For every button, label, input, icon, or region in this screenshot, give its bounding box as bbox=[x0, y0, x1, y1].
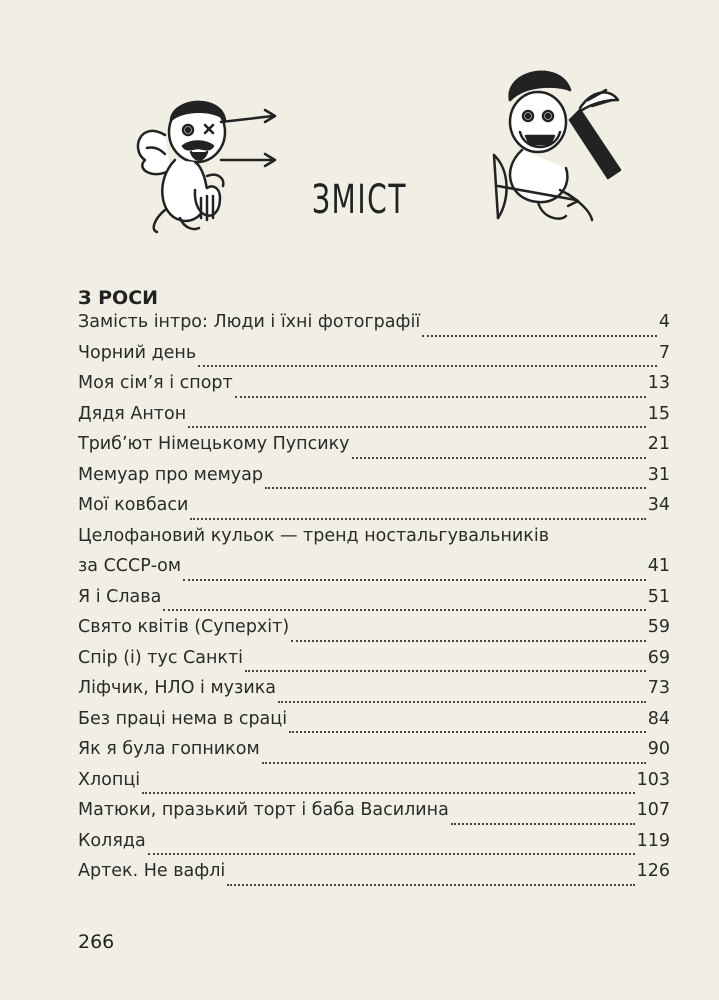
page-title: ЗМІСТ bbox=[311, 176, 408, 223]
toc-entry bbox=[78, 709, 670, 740]
toc-entry-title: Свято квітів (Суперхіт) bbox=[78, 617, 290, 637]
toc-entry-title: Моя сім’я і спорт bbox=[78, 373, 233, 393]
dot-leader bbox=[148, 853, 635, 855]
dot-leader bbox=[198, 365, 657, 367]
toc-entry-page: 41 bbox=[647, 556, 670, 576]
toc-entry-page: 7 bbox=[658, 342, 670, 363]
toc-entry-page: 34 bbox=[647, 495, 670, 515]
toc-entry-title: Матюки, празький торт і баба Василина bbox=[78, 800, 449, 820]
toc-entry bbox=[78, 495, 670, 526]
toc-entry bbox=[78, 587, 670, 618]
toc-entry bbox=[78, 434, 670, 465]
toc-entry bbox=[78, 526, 670, 587]
toc-entry-title: Хлопці bbox=[78, 769, 141, 790]
toc-entry bbox=[78, 678, 670, 709]
toc-entry-title: Коляда bbox=[78, 830, 146, 851]
dot-leader bbox=[142, 792, 634, 794]
toc-entry-page: 103 bbox=[636, 769, 670, 790]
toc-entry-page: 59 bbox=[647, 617, 670, 637]
dot-leader bbox=[188, 426, 646, 428]
toc-entry-title: Без праці нема в сраці bbox=[78, 708, 288, 729]
toc-entry-title: Трибʼют Німецькому Пупсику bbox=[78, 434, 350, 454]
page-number: 266 bbox=[78, 931, 115, 953]
dot-leader bbox=[352, 457, 646, 459]
toc-entry bbox=[78, 770, 670, 801]
toc-entry bbox=[78, 648, 670, 679]
toc-entry-title: Спір (і) тус Санкті bbox=[78, 647, 244, 668]
dot-leader bbox=[451, 823, 635, 825]
toc-entry-title: Як я була гопником bbox=[78, 739, 260, 759]
table-of-contents bbox=[78, 312, 670, 892]
toc-entry-title: Мемуар про мемуар bbox=[78, 464, 263, 485]
dot-leader bbox=[235, 396, 646, 398]
dot-leader bbox=[289, 731, 646, 733]
dot-leader bbox=[190, 518, 645, 520]
toc-entry-page: 73 bbox=[647, 678, 670, 698]
toc-entry-page: 15 bbox=[647, 403, 670, 424]
toc-entry-page: 51 bbox=[647, 586, 670, 607]
dot-leader bbox=[262, 762, 646, 764]
toc-entry-page: 126 bbox=[636, 861, 670, 881]
toc-entry-title-line2: за СССР-ом bbox=[78, 556, 182, 576]
toc-entry bbox=[78, 739, 670, 770]
section-heading: З РОСИ bbox=[78, 287, 159, 309]
toc-entry-page: 119 bbox=[636, 830, 670, 851]
dot-leader bbox=[183, 579, 646, 581]
toc-entry-title-line1: Целофановий кульок — тренд ностальгувальників bbox=[78, 525, 550, 546]
toc-entry-page: 31 bbox=[647, 464, 670, 485]
toc-entry-title: Артек. Не вафлі bbox=[78, 861, 226, 881]
toc-entry-title: Мої ковбаси bbox=[78, 495, 189, 515]
dot-leader bbox=[422, 335, 657, 337]
toc-entry bbox=[78, 404, 670, 435]
toc-entry bbox=[78, 312, 670, 343]
toc-entry-page: 4 bbox=[658, 312, 670, 332]
toc-entry bbox=[78, 831, 670, 862]
toc-entry bbox=[78, 861, 670, 892]
toc-entry bbox=[78, 343, 670, 374]
toc-entry bbox=[78, 465, 670, 496]
dot-leader bbox=[278, 701, 646, 703]
toc-entry-page: 107 bbox=[636, 800, 670, 820]
toc-entry-page: 21 bbox=[647, 434, 670, 454]
dot-leader bbox=[227, 884, 634, 886]
dot-leader bbox=[163, 609, 645, 611]
toc-entry bbox=[78, 617, 670, 648]
toc-entry-title: Ліфчик, НЛО і музика bbox=[78, 678, 277, 698]
toc-entry-page: 69 bbox=[647, 647, 670, 668]
dot-leader bbox=[291, 640, 646, 642]
toc-entry-title: Я і Слава bbox=[78, 586, 162, 607]
toc-entry-title: Замість інтро: Люди і їхні фотографії bbox=[78, 312, 421, 332]
toc-entry-page: 90 bbox=[647, 739, 670, 759]
toc-entry-page: 13 bbox=[647, 373, 670, 393]
dot-leader bbox=[265, 487, 646, 489]
toc-entry-page: 84 bbox=[647, 708, 670, 729]
toc-entry bbox=[78, 800, 670, 831]
dot-leader bbox=[245, 670, 646, 672]
toc-entry bbox=[78, 373, 670, 404]
toc-entry-title: Чорний день bbox=[78, 342, 197, 363]
cupid-bow-illustration bbox=[480, 60, 640, 230]
toc-entry-title: Дядя Антон bbox=[78, 403, 187, 424]
